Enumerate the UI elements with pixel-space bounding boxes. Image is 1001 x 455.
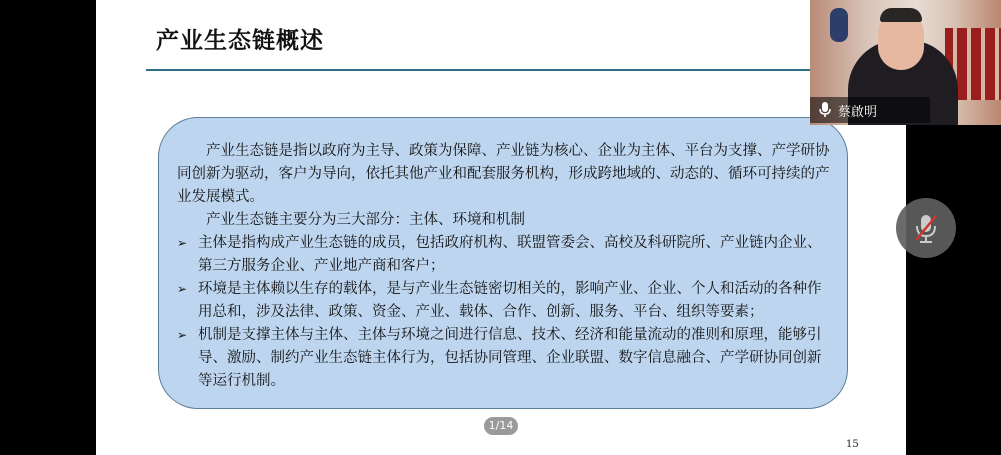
microphone-icon (818, 102, 832, 118)
bullet-text: 机制是支撑主体与主体、主体与环境之间进行信息、技术、经济和能量流动的准则和原理，能够引导、激励、制约产业生态链主体行为，包括协同管理、企业联盟、数字信息融合、产学研协同创新等运行机制。 (198, 327, 822, 389)
paragraph: 产业生态链是指以政府为主导、政策为保障、产业链为核心、企业为主体、平台为支撑、产学研协同创新为驱动，客户为导向，依托其他产业和配套服务机构，形成跨地域的、动态的、循环可持续的产业发展模式。 (177, 143, 830, 205)
slide-title: 产业生态链概述 (156, 28, 324, 54)
bullet-text: 主体是指构成产业生态链的成员，包括政府机构、联盟管委会、高校及科研院所、产业链内企业、第三方服务企业、产业地产商和客户； (198, 235, 822, 274)
slide-page-number: 15 (846, 439, 859, 450)
mute-button[interactable] (896, 198, 956, 258)
paragraph: 产业生态链主要分为三大部分：主体、环境和机制 (206, 212, 525, 228)
page-counter: 1/14 (484, 417, 518, 435)
bullet-item (177, 324, 832, 393)
participant-name-bar (810, 97, 930, 123)
participant-video-tile[interactable] (810, 0, 1001, 125)
bullet-arrow-icon: ➢ (177, 328, 188, 342)
participant-name: 蔡啟明 (838, 104, 878, 120)
participant-hair (880, 8, 922, 22)
bullet-item (177, 232, 832, 278)
video-vase (830, 8, 848, 42)
bullet-arrow-icon: ➢ (177, 236, 188, 250)
bullet-text: 环境是主体赖以生存的载体，是与产业生态链密切相关的，影响产业、企业、个人和活动的各种作用总和，涉及法律、政策、资金、产业、载体、合作、创新、服务、平台、组织等要素； (198, 281, 822, 320)
bullet-item (177, 278, 832, 324)
title-divider (146, 69, 858, 71)
microphone-muted-icon (911, 212, 941, 244)
content-box (158, 117, 848, 409)
presentation-slide (96, 0, 906, 455)
bullet-arrow-icon: ➢ (177, 282, 188, 296)
content-text (177, 140, 832, 393)
